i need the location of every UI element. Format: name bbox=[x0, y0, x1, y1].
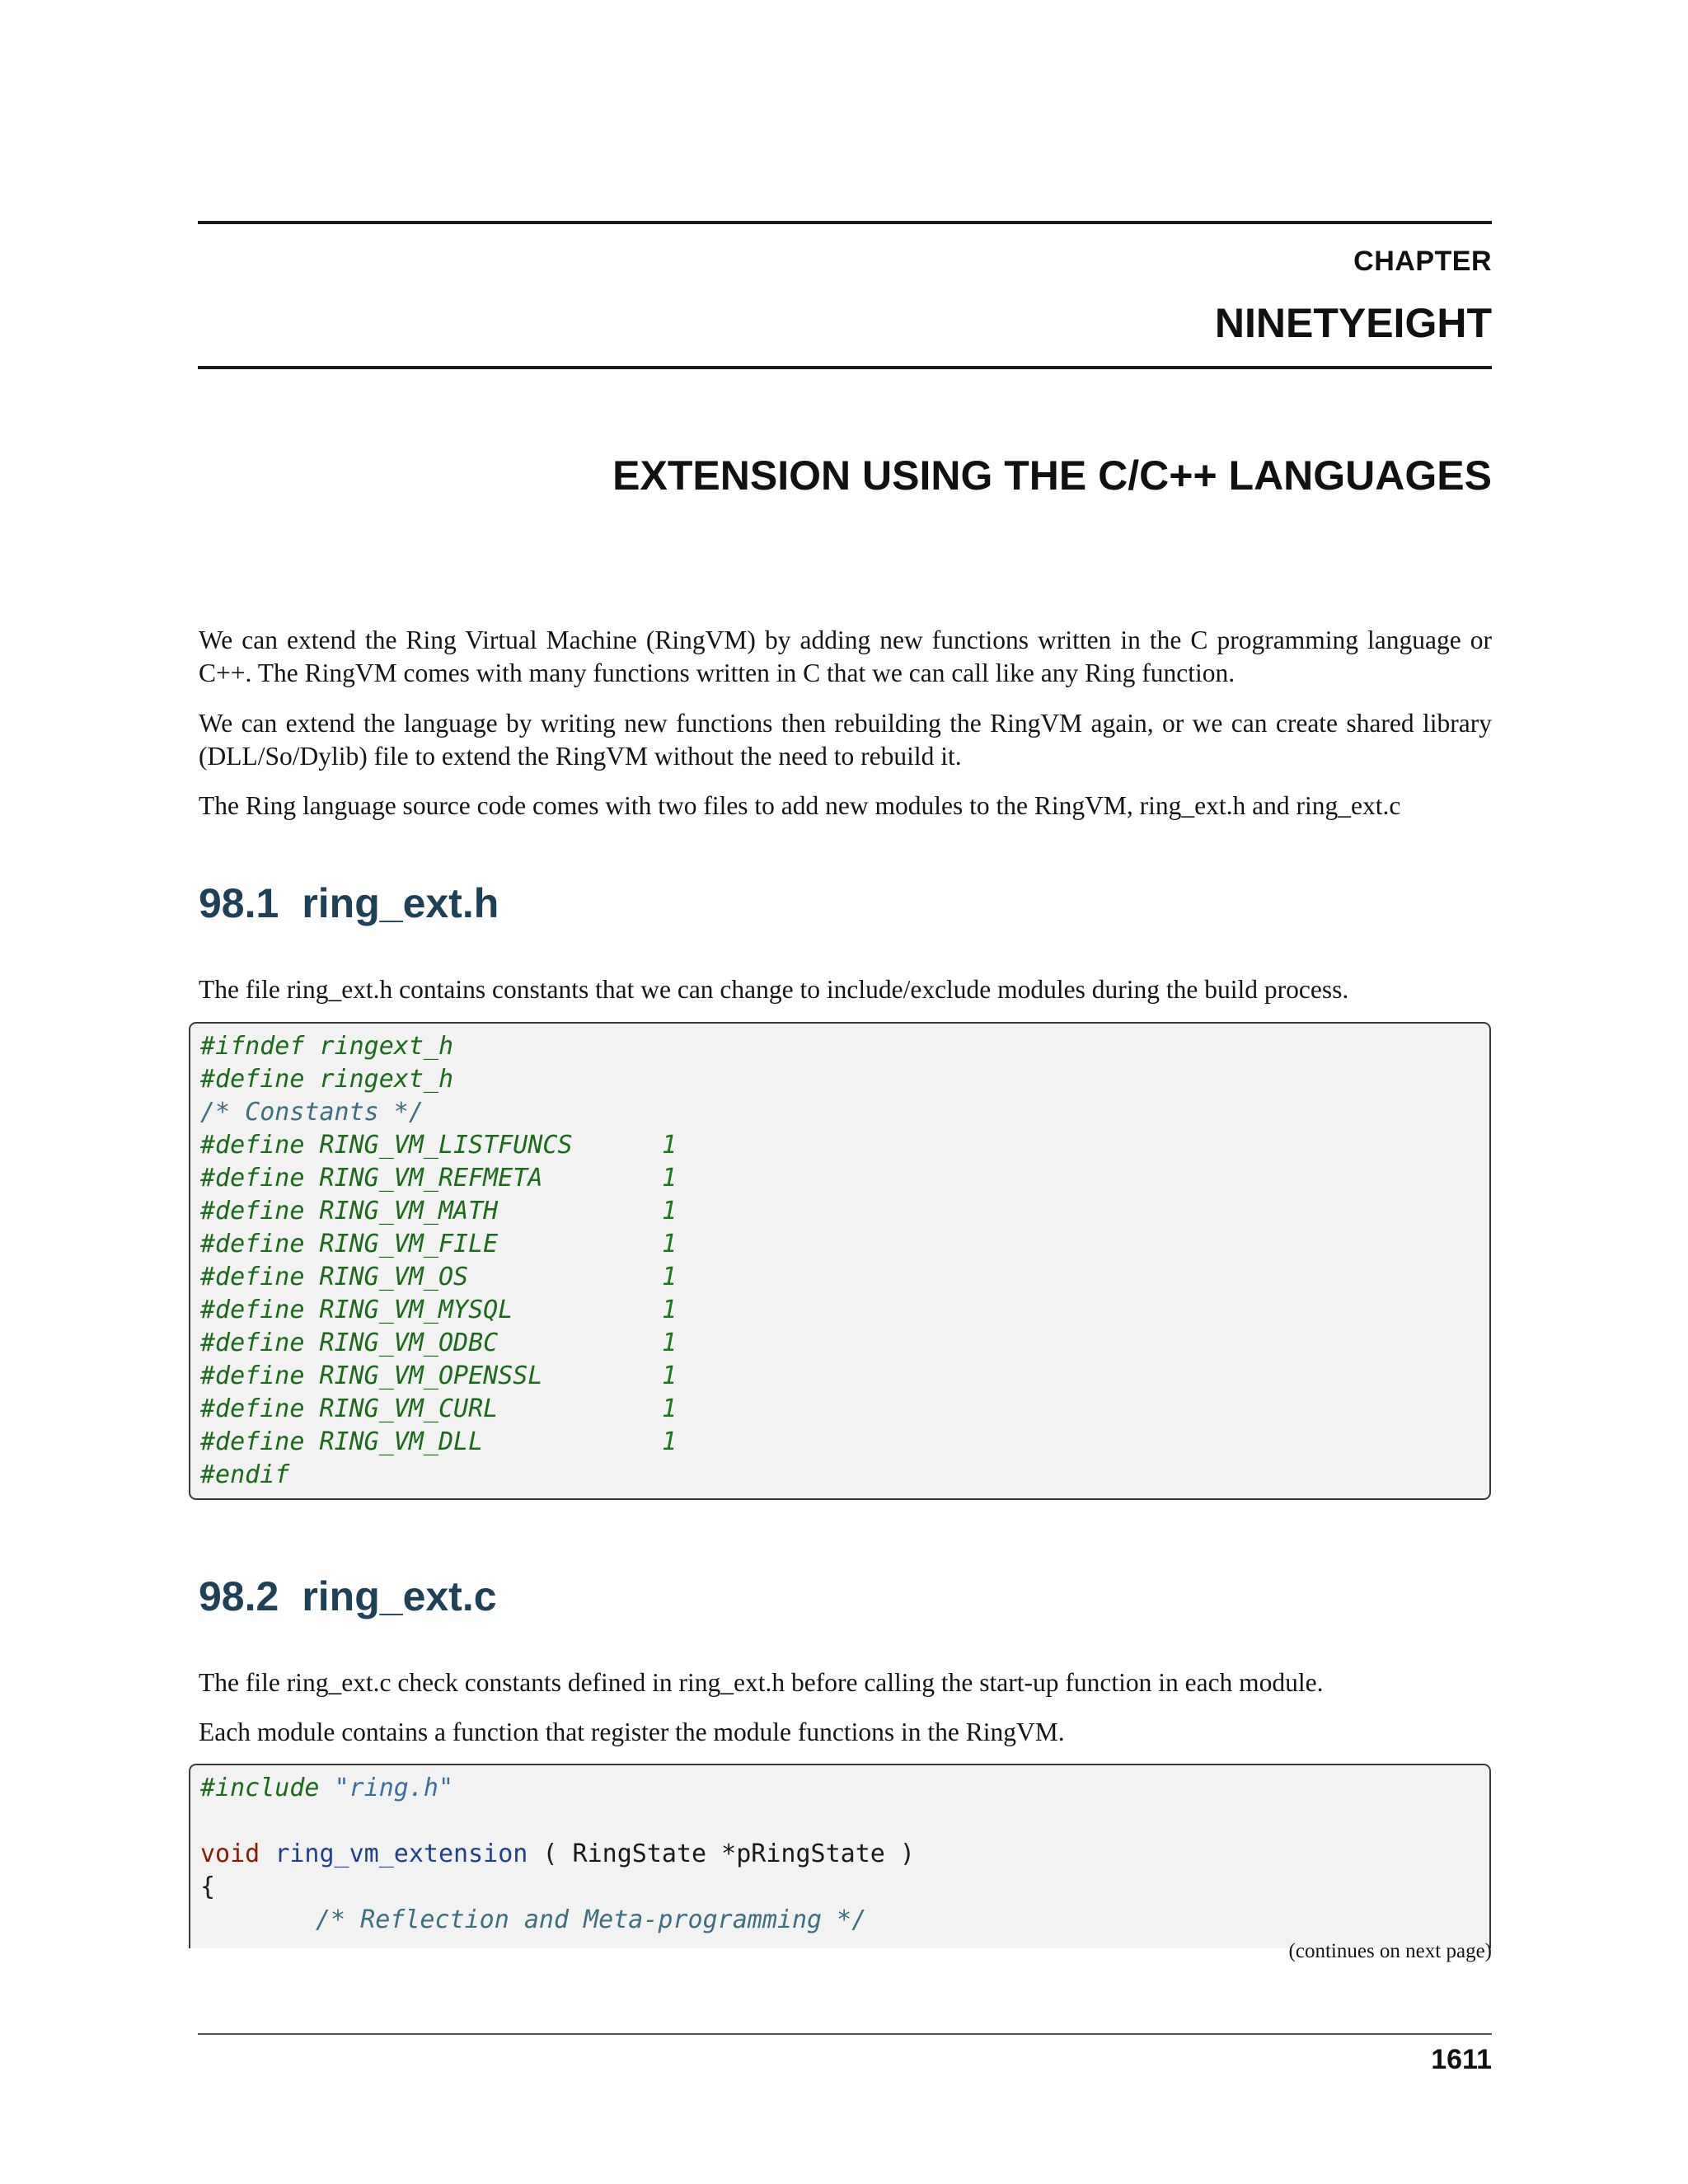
footer-rule bbox=[198, 2033, 1492, 2035]
code-line: #ifndef ringext_h bbox=[200, 1032, 454, 1061]
section-title: ring_ext.c bbox=[302, 1573, 497, 1619]
code-define-name: #define RING_VM_MATH bbox=[200, 1197, 499, 1226]
code-define-name: #define RING_VM_LISTFUNCS bbox=[200, 1131, 573, 1160]
code-include-directive: #include bbox=[200, 1774, 320, 1802]
code-comment: /* Reflection and Meta-programming */ bbox=[316, 1905, 867, 1934]
code-keyword: void bbox=[200, 1840, 260, 1868]
code-include-file: "ring.h" bbox=[334, 1774, 454, 1802]
code-define-name: #define RING_VM_DLL bbox=[200, 1427, 484, 1456]
code-line-brace: { bbox=[200, 1872, 216, 1901]
code-define-name: #define RING_VM_OS bbox=[200, 1263, 469, 1291]
page-number: 1611 bbox=[1431, 2044, 1492, 2075]
section-number: 98.2 bbox=[199, 1573, 279, 1619]
code-define-value: 1 bbox=[662, 1230, 678, 1258]
code-define-name: #define RING_VM_ODBC bbox=[200, 1329, 499, 1357]
code-define-value: 1 bbox=[662, 1329, 678, 1357]
code-define-name: #define RING_VM_CURL bbox=[200, 1394, 499, 1423]
chapter-top-rule bbox=[198, 221, 1492, 224]
code-line: #define ringext_h bbox=[200, 1065, 454, 1094]
section-heading-98-2[interactable] bbox=[199, 1572, 497, 1620]
code-define-name: #define RING_VM_MYSQL bbox=[200, 1296, 513, 1324]
section-number: 98.1 bbox=[199, 880, 279, 926]
chapter-bottom-rule bbox=[198, 366, 1492, 369]
section-2-paragraph-1: The file ring_ext.c check constants defined in ring_ext.h before calling the start-up function in each module. bbox=[199, 1668, 1324, 1697]
section-2-paragraph-2: Each module contains a function that register the module functions in the RingVM. bbox=[199, 1718, 1065, 1746]
intro-paragraph-3: The Ring language source code comes with two files to add new modules to the RingVM, ring_ext.h and ring_ext.c bbox=[199, 791, 1401, 820]
code-block-ring-ext-c bbox=[189, 1764, 1491, 1948]
code-define-value: 1 bbox=[662, 1263, 678, 1291]
intro-paragraph-1: We can extend the Ring Virtual Machine (RingVM) by adding new functions written in the C programming language or C++. The RingVM comes with many functions written in C that we can call like any Ring function. bbox=[199, 626, 1492, 687]
chapter-label: CHAPTER bbox=[1353, 246, 1492, 277]
code-define-value: 1 bbox=[662, 1164, 678, 1193]
code-block-ring-ext-h bbox=[189, 1022, 1491, 1500]
section-1-paragraph: The file ring_ext.h contains constants that we can change to include/exclude modules during the build process. bbox=[199, 975, 1349, 1004]
code-line-signature bbox=[200, 1838, 915, 1871]
code-define-name: #define RING_VM_REFMETA bbox=[200, 1164, 543, 1193]
code-line: #endif bbox=[200, 1460, 290, 1489]
code-define-value: 1 bbox=[662, 1394, 678, 1423]
code-define-value: 1 bbox=[662, 1197, 678, 1226]
code-define-value: 1 bbox=[662, 1296, 678, 1324]
code-function-name: ring_vm_extension bbox=[274, 1840, 528, 1868]
chapter-title: EXTENSION USING THE C/C++ LANGUAGES bbox=[612, 452, 1492, 499]
continues-note: (continues on next page) bbox=[1288, 1940, 1492, 1962]
code-define-value: 1 bbox=[662, 1361, 678, 1390]
code-define-value: 1 bbox=[662, 1427, 678, 1456]
code-line-include bbox=[200, 1772, 453, 1805]
code-define-name: #define RING_VM_OPENSSL bbox=[200, 1361, 543, 1390]
section-heading-98-1[interactable] bbox=[199, 879, 499, 927]
code-define-value: 1 bbox=[662, 1131, 678, 1160]
code-comment: /* Constants */ bbox=[200, 1098, 424, 1127]
section-title: ring_ext.h bbox=[302, 880, 499, 926]
code-function-args: ( RingState *pRingState ) bbox=[528, 1840, 915, 1868]
code-define-name: #define RING_VM_FILE bbox=[200, 1230, 499, 1258]
intro-paragraph-2: We can extend the language by writing new functions then rebuilding the RingVM again, or we can create shared library (DLL/So/Dylib) file to extend the RingVM without the need to rebuild it. bbox=[199, 709, 1492, 771]
chapter-number: NINETYEIGHT bbox=[1214, 300, 1492, 346]
